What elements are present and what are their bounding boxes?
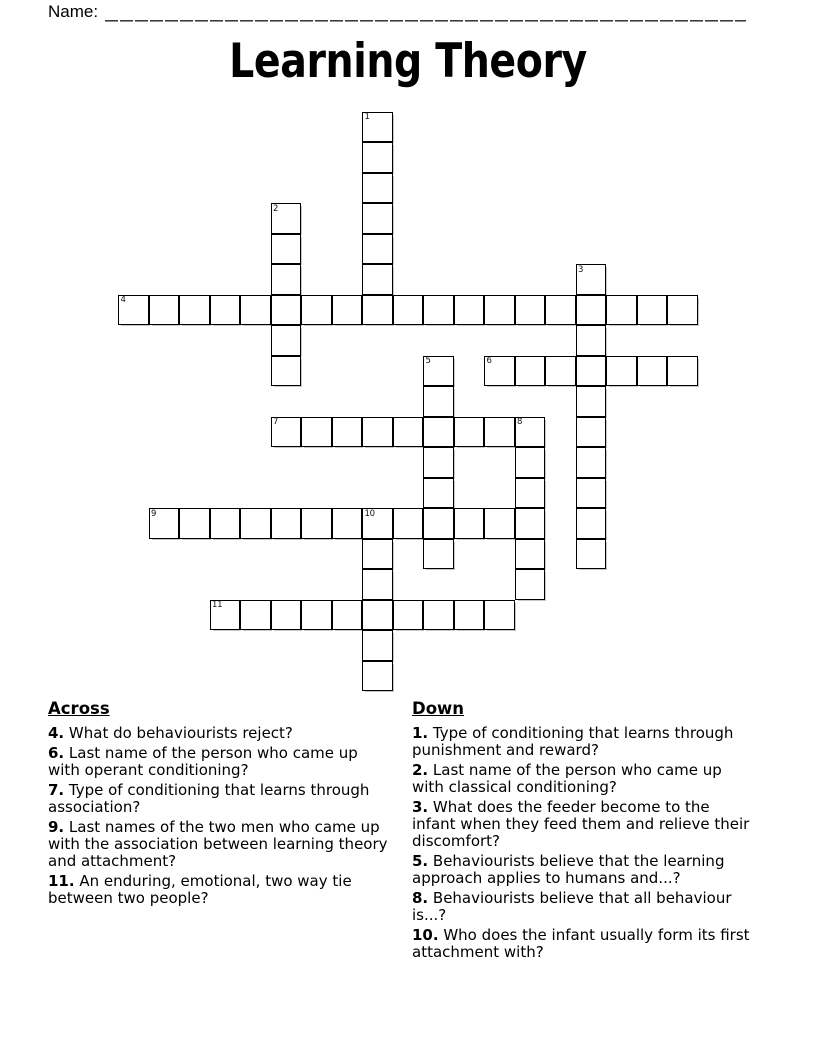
grid-cell[interactable] [484,417,515,448]
clue-item: 3. What does the feeder become to the infant when they feed them and relieve their discomfort? [412,797,750,850]
cell-number: 9 [151,508,157,519]
grid-cell[interactable] [332,417,363,448]
grid-cell[interactable] [423,356,454,387]
grid-cell[interactable] [362,539,393,570]
clue-item: 7. Type of conditioning that learns through association? [48,781,370,816]
page-title: Learning Theory [229,34,587,89]
grid-cell[interactable] [362,264,393,295]
grid-cell[interactable] [576,264,607,295]
clue-number: 9. [48,818,65,837]
grid-cell[interactable] [271,417,302,448]
grid-cell[interactable] [179,295,210,326]
clue-item: 9. Last names of the two men who came up with the association between learning theory and attachment? [48,818,388,870]
grid-cell[interactable] [332,295,363,326]
clue-number: 5. [412,851,429,870]
grid-cell[interactable] [362,417,393,448]
grid-cell[interactable] [240,600,271,631]
clue-item: 6. Last name of the person who came up with operant conditioning? [48,744,358,779]
grid-cell[interactable] [393,508,424,539]
grid-cell[interactable] [210,508,241,539]
cell-number: 11 [212,600,223,610]
crossword-grid [118,112,698,692]
grid-cell[interactable] [484,508,515,539]
clue-item: 8. Behaviourists believe that all behaviour is...? [412,888,732,924]
grid-cell[interactable] [240,508,271,539]
cell-number: 7 [273,417,279,427]
grid-cell[interactable] [271,356,302,387]
grid-cell[interactable] [576,447,607,478]
grid-cell[interactable] [515,478,546,509]
cell-number: 2 [273,203,279,214]
grid-cell[interactable] [332,600,363,631]
down-clue-list [412,725,774,960]
name-blank-line[interactable] [105,2,746,22]
grid-cell[interactable] [576,478,607,509]
grid-cell[interactable] [271,295,302,326]
clue-number: 10. [412,925,439,944]
grid-cell[interactable] [210,600,241,631]
grid-cell[interactable] [362,234,393,265]
grid-cell[interactable] [454,417,485,448]
clue-item: 4. What do behaviourists reject? [48,724,293,742]
grid-cell[interactable] [545,356,576,387]
grid-cell[interactable] [393,600,424,631]
name-label: Name: [48,2,99,21]
down-clues-section [412,699,774,964]
clue-number: 6. [48,744,65,763]
grid-cell[interactable] [484,295,515,326]
clue-number: 1. [412,724,429,742]
grid-cell[interactable] [362,600,393,631]
name-row [48,2,746,22]
grid-cell[interactable] [301,508,332,539]
grid-cell[interactable] [362,630,393,661]
grid-cell[interactable] [423,478,454,509]
grid-cell[interactable] [393,295,424,326]
grid-cell[interactable] [118,295,149,326]
grid-cell[interactable] [271,234,302,265]
grid-cell[interactable] [576,508,607,539]
grid-cell[interactable] [423,417,454,448]
grid-cell[interactable] [515,569,546,600]
grid-cell[interactable] [362,173,393,204]
clue-item: 1. Type of conditioning that learns through punishment and reward? [412,724,734,759]
across-clues-section [48,699,404,910]
grid-cell[interactable] [423,508,454,539]
clue-item: 10. Who does the infant usually form its first attachment with? [412,925,750,961]
grid-cell[interactable] [271,508,302,539]
grid-cell[interactable] [362,508,393,539]
grid-cell[interactable] [515,417,546,448]
grid-cell[interactable] [362,142,393,173]
grid-cell[interactable] [515,539,546,570]
grid-cell[interactable] [515,508,546,539]
grid-cell[interactable] [362,112,393,143]
clue-number: 3. [412,797,429,816]
grid-cell[interactable] [149,295,180,326]
cell-number: 4 [120,295,126,305]
across-clue-list [48,725,404,907]
grid-cell[interactable] [271,600,302,631]
grid-cell[interactable] [210,295,241,326]
clue-number: 4. [48,724,65,742]
cell-number: 1 [364,112,370,122]
grid-cell[interactable] [423,447,454,478]
grid-cell[interactable] [301,295,332,326]
grid-cell[interactable] [301,417,332,448]
grid-cell[interactable] [515,447,546,478]
clue-item: 2. Last name of the person who came up with classical conditioning? [412,760,722,796]
cell-number: 8 [517,417,523,427]
cell-number: 10 [364,508,375,519]
grid-cell[interactable] [179,508,210,539]
grid-cell[interactable] [271,264,302,295]
grid-cell[interactable] [545,295,576,326]
grid-cell[interactable] [576,386,607,417]
clue-number: 8. [412,888,429,907]
grid-cell[interactable] [271,325,302,356]
grid-cell[interactable] [515,356,546,387]
grid-cell[interactable] [362,295,393,326]
grid-cell[interactable] [362,569,393,600]
grid-cell[interactable] [576,539,607,570]
grid-cell[interactable] [576,295,607,326]
grid-cell[interactable] [606,295,637,326]
down-heading: Down [412,699,465,718]
grid-cell[interactable] [576,325,607,356]
cell-number: 6 [486,356,492,366]
grid-cell[interactable] [454,600,485,631]
grid-cell[interactable] [515,295,546,326]
grid-cell[interactable] [667,295,698,326]
grid-cell[interactable] [576,356,607,387]
grid-cell[interactable] [637,356,668,387]
grid-cell[interactable] [423,386,454,417]
clue-number: 2. [412,760,429,779]
grid-cell[interactable] [301,600,332,631]
grid-cell[interactable] [149,508,180,539]
grid-cell[interactable] [393,417,424,448]
grid-cell[interactable] [576,417,607,448]
grid-cell[interactable] [362,661,393,692]
grid-cell[interactable] [454,508,485,539]
clue-number: 11. [48,871,75,890]
cell-number: 3 [578,264,584,275]
grid-cell[interactable] [423,600,454,631]
grid-cell[interactable] [637,295,668,326]
grid-cell[interactable] [667,356,698,387]
grid-cell[interactable] [484,356,515,387]
grid-cell[interactable] [606,356,637,387]
grid-cell[interactable] [240,295,271,326]
grid-cell[interactable] [423,539,454,570]
across-heading: Across [48,699,110,718]
clue-item: 5. Behaviourists believe that the learning approach applies to humans and...? [412,851,725,887]
grid-cell[interactable] [454,295,485,326]
grid-cell[interactable] [484,600,515,631]
grid-cell[interactable] [271,203,302,234]
grid-cell[interactable] [332,508,363,539]
clue-item: 11. An enduring, emotional, two way tie between two people? [48,871,352,907]
cell-number: 5 [425,356,431,366]
clue-number: 7. [48,781,65,800]
grid-cell[interactable] [362,203,393,234]
grid-cell[interactable] [423,295,454,326]
